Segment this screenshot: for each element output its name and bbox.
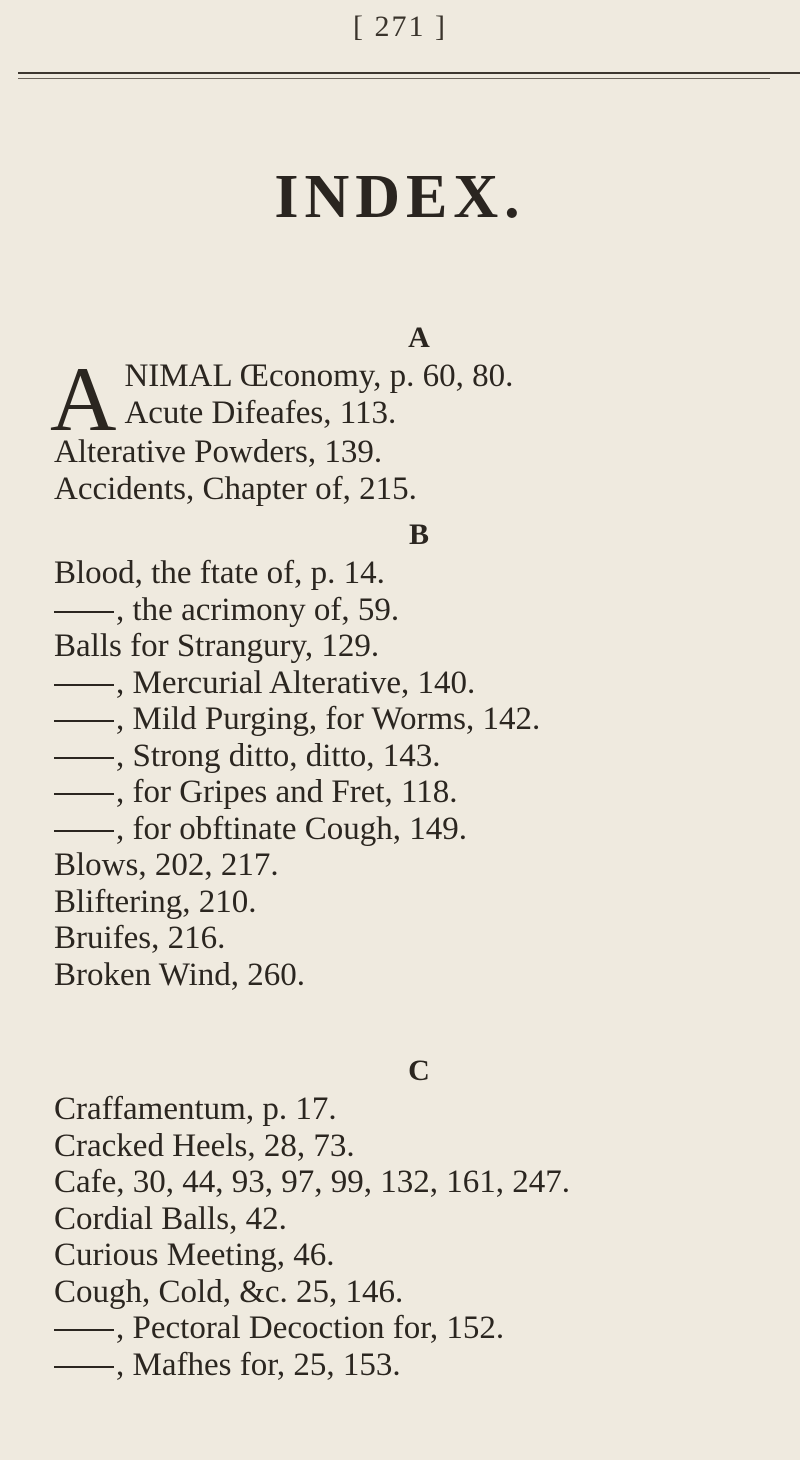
page-title: INDEX. xyxy=(274,163,526,231)
index-entry: Balls for Strangury, 129. xyxy=(54,628,380,664)
index-entry: Bliftering, 210. xyxy=(54,883,257,920)
index-entry-continued: , for Gripes and Fret, 118. xyxy=(54,774,784,811)
ditto-dash xyxy=(54,1329,114,1331)
index-entry-continued: , Mafhes for, 25, 153. xyxy=(54,1347,784,1384)
index-entry: Cracked Heels, 28, 73. xyxy=(54,1127,355,1164)
index-entry: Cafe, 30, 44, 93, 97, 99, 132, 161, 247. xyxy=(54,1164,571,1200)
index-entry: Alterative Powders, 139. xyxy=(54,434,383,470)
ditto-dash xyxy=(54,720,114,722)
ditto-dash xyxy=(54,757,114,759)
top-rule-thin xyxy=(18,78,770,79)
index-entry: Curious Meeting, 46. xyxy=(54,1237,335,1273)
ditto-dash xyxy=(54,793,114,795)
index-entry: Acute Difeafes, 113. xyxy=(124,394,397,431)
section-letter-c: C xyxy=(408,1054,430,1087)
index-entry: Bruifes, 216. xyxy=(54,920,226,956)
section-a xyxy=(50,348,784,507)
index-entry-continued: , for obftinate Cough, 149. xyxy=(54,811,784,848)
section-c xyxy=(54,1091,784,1383)
index-entry: Accidents, Chapter of, 215. xyxy=(54,470,417,507)
index-entry: Craffamentum, p. 17. xyxy=(54,1091,337,1127)
index-entry: Blood, the ftate of, p. 14. xyxy=(54,555,385,591)
index-entry-continued: , Strong ditto, ditto, 143. xyxy=(54,738,784,775)
ditto-dash xyxy=(54,611,114,613)
index-entry-continued: , Pectoral Decoction for, 152. xyxy=(54,1310,784,1347)
top-rule xyxy=(18,72,800,74)
index-entry: Cordial Balls, 42. xyxy=(54,1200,287,1237)
section-letter-a: A xyxy=(408,321,430,354)
ditto-dash xyxy=(54,830,114,832)
index-entries xyxy=(50,318,784,1383)
page-number: [ 271 ] xyxy=(353,10,447,43)
drop-cap-a: A xyxy=(50,348,117,450)
index-entry: Cough, Cold, &c. 25, 146. xyxy=(54,1273,404,1310)
index-entry: Broken Wind, 260. xyxy=(54,956,306,993)
section-letter-b: B xyxy=(408,518,429,551)
ditto-dash xyxy=(54,684,114,686)
index-entry: NIMAL Œconomy, p. 60, 80. xyxy=(124,358,514,394)
ditto-dash xyxy=(54,1366,114,1368)
index-entry: Blows, 202, 217. xyxy=(54,847,279,883)
index-entry-continued: , the acrimony of, 59. xyxy=(54,592,784,629)
index-entry-continued: , Mercurial Alterative, 140. xyxy=(54,665,784,702)
index-entry-continued: , Mild Purging, for Worms, 142. xyxy=(54,701,784,738)
section-b xyxy=(54,555,784,993)
